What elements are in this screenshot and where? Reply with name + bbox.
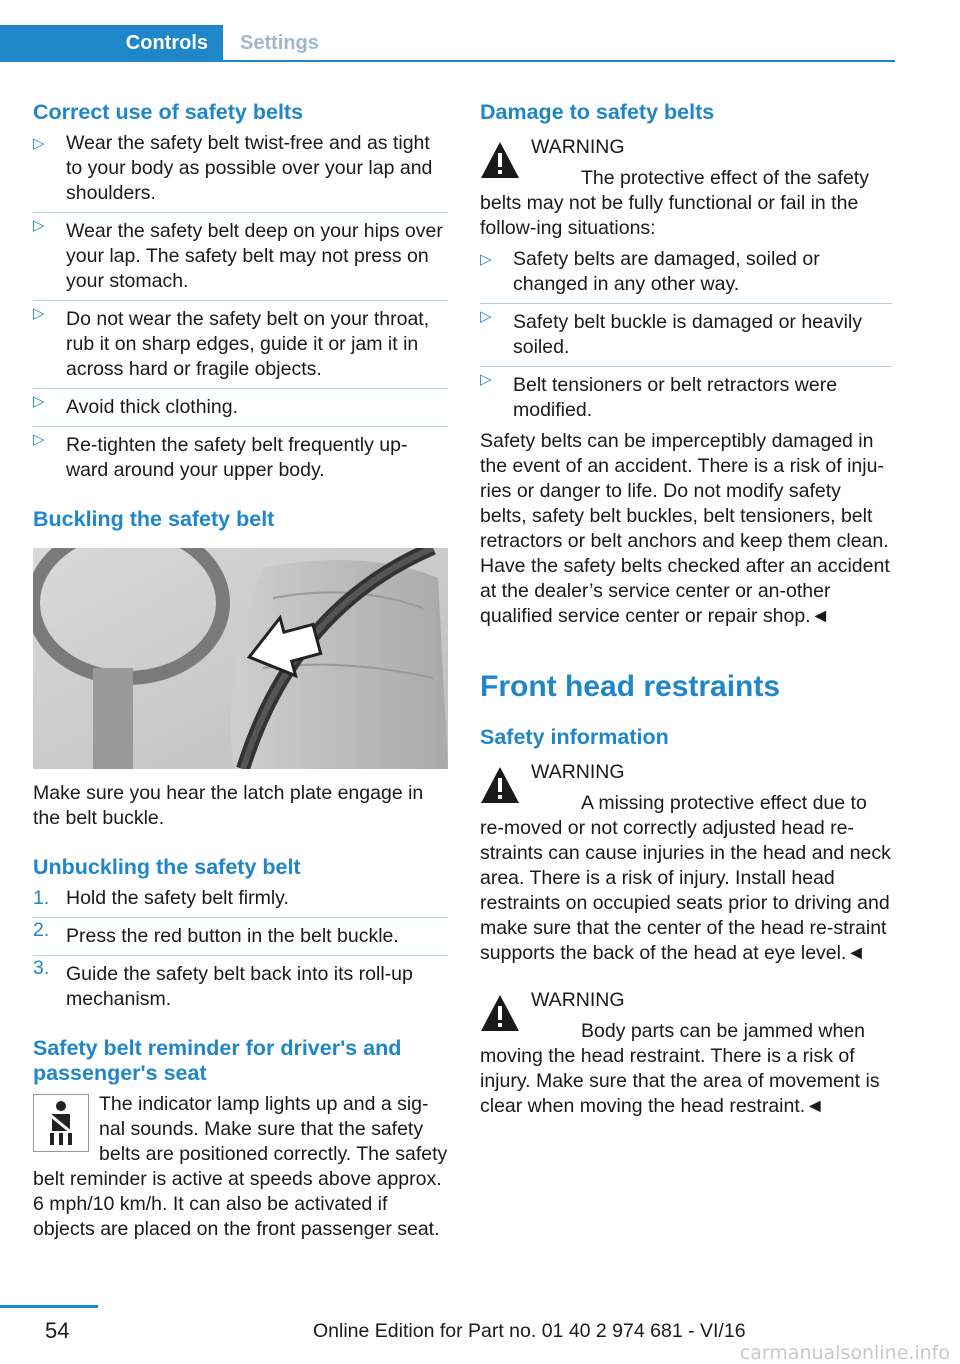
tab-controls[interactable]: Controls (0, 25, 223, 62)
triangle-bullet-icon: ▷ (33, 305, 45, 322)
reminder-text: The indicator lamp lights up and a sig-nal sounds. Make sure that the safety belts are positioned correctly. The safety belt reminder is active at speeds above approx. 6 mph/10 km/h. It can also be activated if objects are placed on the front passenger seat. (33, 1093, 448, 1240)
seatbelt-photo (33, 548, 448, 769)
list-item: ▷ Belt tensioners or belt retractors were modified. (480, 366, 892, 423)
section-title-reminder: Safety belt reminder for driver's and passenger's seat (33, 1036, 402, 1085)
triangle-bullet-icon: ▷ (33, 135, 45, 152)
list-item: ▷ Avoid thick clothing. (33, 388, 448, 420)
list-item: ▷ Wear the safety belt deep on your hips over your lap. The safety belt may not press on your stomach. (33, 212, 448, 294)
warning-label: WARNING (531, 136, 625, 158)
warning-label: WARNING (531, 761, 625, 783)
warning-triangle-icon (480, 764, 520, 806)
damage-body: Safety belts can be imperceptibly damaged in the event of an accident. There is a risk of inju-ries or danger to life. Do not modify safety belts, safety belt buckles, belt tensioners, belt retractors or belt anchors and keep them clean. Have the safety belts checked after an accident at the dealer’s service center or an-other qualified service center or repair shop.◄ (480, 430, 890, 627)
warning-block-damage (480, 135, 892, 241)
section-title-damage: Damage to safety belts (480, 100, 715, 124)
list-item: 3. Guide the safety belt back into its roll-up mechanism. (33, 955, 448, 1012)
header-divider (223, 60, 895, 62)
triangle-bullet-icon: ▷ (33, 393, 45, 410)
list-item: ▷ Do not wear the safety belt on your throat, rub it on sharp edges, guide it or jam it in across hard or fragile objects. (33, 300, 448, 382)
seatbelt-reminder-icon (33, 1094, 89, 1152)
list-item: 2. Press the red button in the belt buckle. (33, 917, 448, 949)
edition-note: Online Edition for Part no. 01 40 2 974 681 - VI/16 (313, 1320, 746, 1342)
list-item: 1. Hold the safety belt firmly. (33, 887, 289, 909)
warning-block-head-2 (480, 988, 892, 1119)
footer-divider (0, 1305, 98, 1308)
section-title-correct-use: Correct use of safety belts (33, 100, 304, 124)
warning-triangle-icon (480, 139, 520, 181)
warning-block-head-1 (480, 760, 892, 966)
subsection-title-safety-info: Safety information (480, 725, 669, 749)
damage-list (480, 247, 892, 423)
list-item: ▷ Safety belt buckle is damaged or heavily soiled. (480, 303, 892, 360)
section-title-unbuckling: Unbuckling the safety belt (33, 855, 301, 879)
correct-use-list (33, 131, 448, 483)
section-title-head-restraints: Front head restraints (480, 670, 781, 703)
triangle-bullet-icon: ▷ (33, 431, 45, 448)
reminder-block (33, 1092, 448, 1242)
triangle-bullet-icon: ▷ (480, 371, 492, 388)
warning-text: Body parts can be jammed when moving the head restraint. There is a risk of injury. Make sure that the area of movement is clear when moving the head restraint.◄ (480, 1020, 880, 1117)
warning-label: WARNING (531, 989, 625, 1011)
watermark: carmanualsonline.info (739, 1342, 950, 1364)
buckling-caption: Make sure you hear the latch plate engage in the belt buckle. (33, 782, 424, 829)
triangle-bullet-icon: ▷ (480, 308, 492, 325)
left-column (33, 100, 448, 1242)
list-item: ▷ Wear the safety belt twist-free and as tight to your body as possible over your lap and shoulders. (33, 132, 433, 204)
unbuckling-steps (33, 886, 448, 1012)
page-number: 54 (45, 1318, 70, 1343)
tab-settings[interactable]: Settings (240, 32, 319, 54)
list-item: ▷ Safety belts are damaged, soiled or changed in any other way. (480, 248, 820, 295)
section-title-buckling: Buckling the safety belt (33, 507, 275, 531)
triangle-bullet-icon: ▷ (33, 217, 45, 234)
chapter-header (0, 0, 895, 62)
warning-text: The protective effect of the safety belts may not be fully functional or fail in the follow-ing situations: (480, 167, 869, 239)
warning-triangle-icon (480, 992, 520, 1034)
right-column (480, 100, 892, 1119)
triangle-bullet-icon: ▷ (480, 251, 492, 268)
warning-text: A missing protective effect due to re-moved or not correctly adjusted head re-straints can cause injuries in the head and neck area. There is a risk of injury. Install head restraints on occupied seats prior to driving and make sure that the center of the head re-straint supports the back of the head at eye level.◄ (480, 792, 891, 964)
list-item: ▷ Re-tighten the safety belt frequently up-ward around your upper body. (33, 426, 448, 483)
